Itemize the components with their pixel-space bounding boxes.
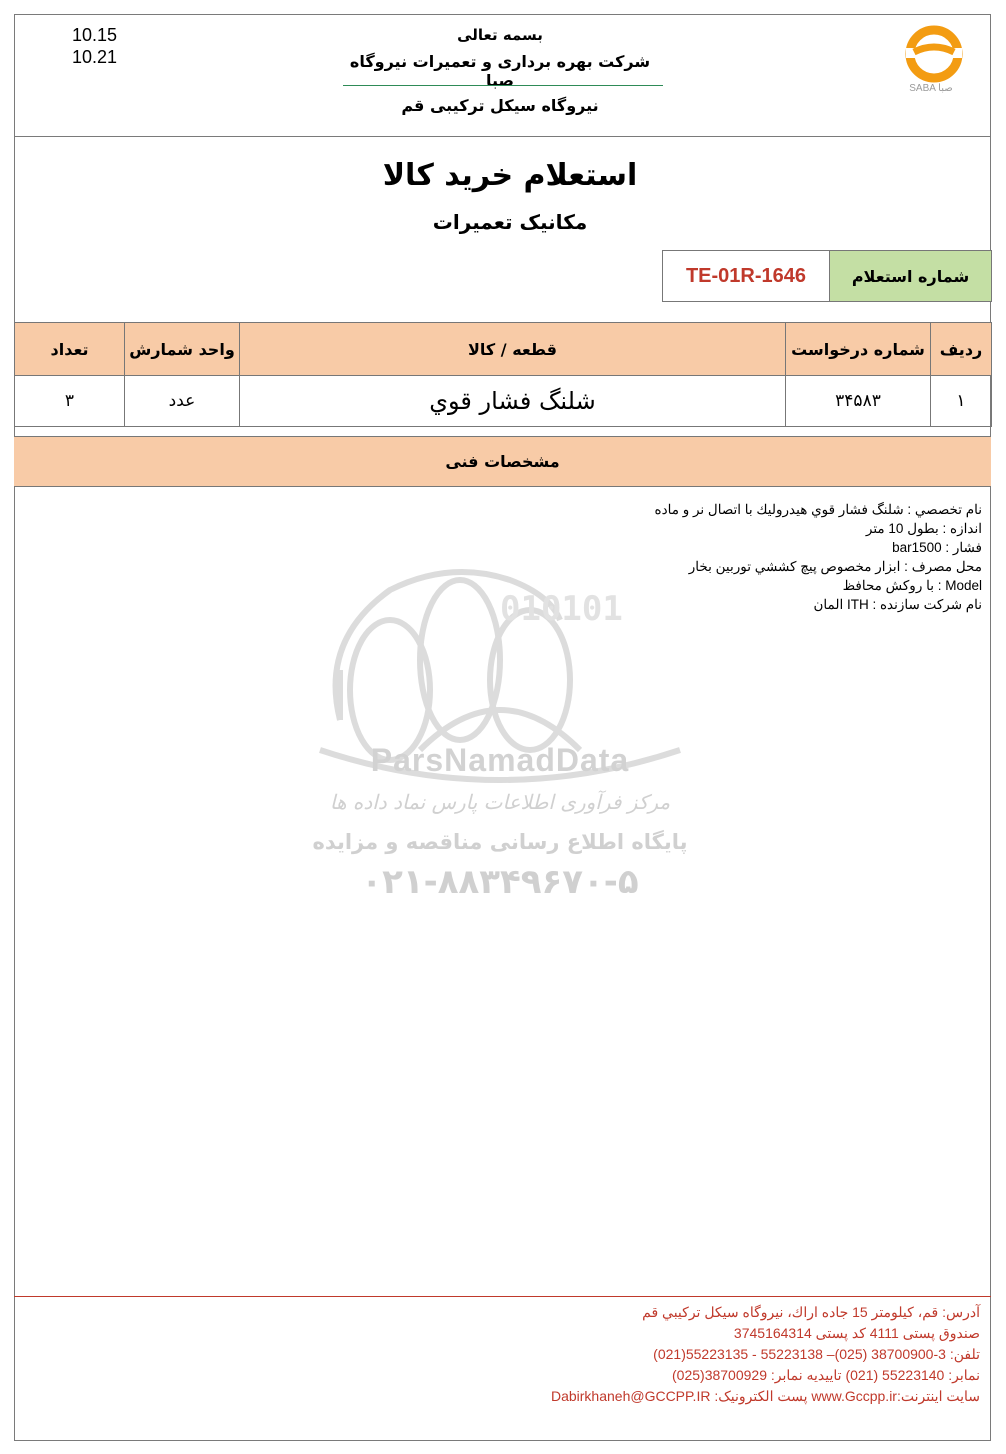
date-2: 10.21 <box>72 47 118 67</box>
col-header-item: قطعه / کالا <box>240 323 786 376</box>
watermark-phone: ۰۲۱-۸۸۳۴۹۶۷۰-۵ <box>361 862 639 902</box>
footer-address: آدرس: قم، كيلومتر 15 جاده اراك، نيروگاه سيكل تركيبي قم <box>642 1304 980 1320</box>
watermark-digits: 010101 <box>500 589 623 629</box>
footer-phone: تلفن: 3-38700900 (025)– 55223138 - 55223135(021) <box>653 1346 980 1362</box>
header-separator <box>14 136 991 137</box>
spec-line: اندازه : بطول 10 متر <box>865 521 982 536</box>
watermark-line-2: پایگاه اطلاع رسانی مناقصه و مزایده <box>312 830 688 854</box>
spec-line: نام تخصصي : شلنگ فشار قوي هيدروليك با اتصال نر و ماده <box>654 502 982 517</box>
spec-line: نام شركت سازنده : ITH المان <box>813 597 982 612</box>
header-line-1: بسمه تعالی <box>457 26 543 44</box>
company-name: شرکت بهره برداری و تعمیرات نیروگاه صبا <box>349 52 651 90</box>
watermark-line-1: مرکز فرآوری اطلاعات پارس نماد داده ها <box>329 790 671 814</box>
cell-qty: ۳ <box>15 376 125 427</box>
table-header-row <box>15 323 992 376</box>
saba-logo-icon <box>888 24 974 86</box>
spec-line: فشار : bar1500 <box>892 540 982 555</box>
department-subtitle: مکانیک تعمیرات <box>432 210 588 234</box>
footer-contact <box>280 1302 980 1407</box>
inquiry-label: شماره استعلام <box>830 251 991 301</box>
watermark-brand: ParsNamadData <box>370 742 630 778</box>
col-header-unit: واحد شمارش <box>125 323 240 376</box>
spec-line: Model : با روكش محافظ <box>842 578 982 593</box>
logo-text: SABA صبا <box>909 83 953 94</box>
inquiry-number: TE-01R-1646 <box>663 251 830 301</box>
footer-fax: نمابر: 55223140 (021) تاییدیه نمابر: 38700929(025) <box>671 1367 980 1383</box>
cell-item: شلنگ فشار قوي <box>240 376 786 427</box>
date-1: 10.15 <box>72 25 118 45</box>
table-row <box>15 376 992 427</box>
col-header-qty: تعداد <box>15 323 125 376</box>
col-header-request: شماره درخواست <box>786 323 931 376</box>
cell-request: ۳۴۵۸۳ <box>786 376 931 427</box>
plant-name: نیروگاه سیکل ترکیبی قم <box>401 96 599 115</box>
specs-title-bar: مشخصات فنی <box>14 436 991 487</box>
footer-separator <box>14 1296 991 1297</box>
technical-specs <box>382 500 982 614</box>
header-rule <box>343 85 663 86</box>
revision-dates <box>72 24 117 68</box>
footer-web-email: سایت اینترنت:www.Gccpp.ir پست الکترونیک: Dabirkhaneh@GCCPP.IR <box>550 1388 980 1404</box>
items-table <box>14 322 992 427</box>
spec-line: محل مصرف : ابزار مخصوص پيچ كششي توربين بخار <box>688 559 982 574</box>
inquiry-number-box <box>662 250 992 302</box>
cell-unit: عدد <box>125 376 240 427</box>
col-header-row: ردیف <box>931 323 992 376</box>
footer-postal: صندوق پستی 4111 کد پستی 3745164314 <box>733 1325 980 1341</box>
page-title: استعلام خرید کالا <box>382 158 638 193</box>
cell-row: ۱ <box>931 376 992 427</box>
